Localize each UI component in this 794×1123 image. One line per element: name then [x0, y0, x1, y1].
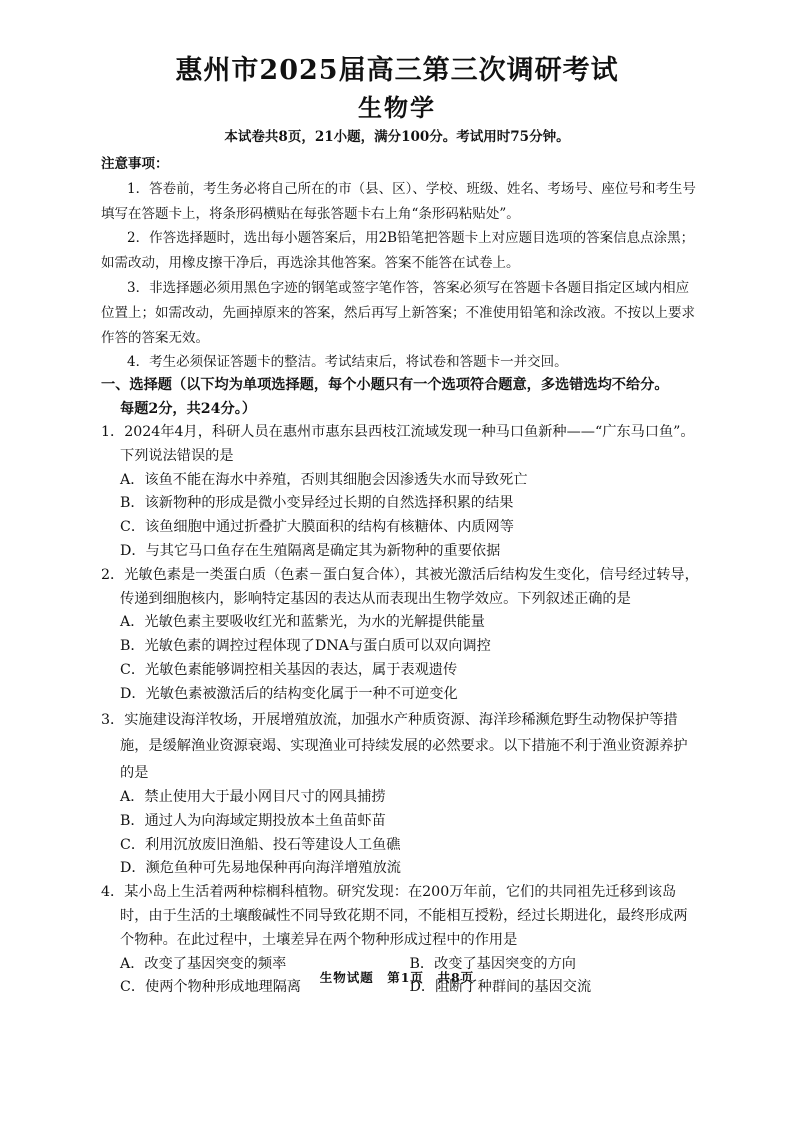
- option-c: C．该鱼细胞中通过折叠扩大膜面积的结构有核糖体、内质网等: [120, 519, 514, 536]
- option-b: B．该新物种的形成是微小变异经过长期的自然选择积累的结果: [120, 495, 514, 512]
- question-stem: 3．实施建设海洋牧场，开展增殖放流，加强水产种质资源、海洋珍稀濒危野生动物保护等措施，是缓解渔业资源衰竭、实现渔业可持续发展的必然要求。以下措施不利于渔业资源养护的是: [101, 711, 688, 781]
- section-heading-line1: 一、选择题（以下均为单项选择题，每个小题只有一个选项符合题意，多选错选均不给分。: [101, 377, 669, 393]
- option-c: C．利用沉放废旧渔船、投石等建设人工鱼礁: [120, 836, 401, 853]
- section-heading-line2: 每题2分，共24分。）: [120, 401, 257, 417]
- option-d: D．光敏色素被激活后的结构变化属于一种不可逆变化: [120, 685, 458, 702]
- section-heading: [101, 373, 699, 421]
- exam-meta: 本试卷共8页，21小题，满分100分。考试用时75分钟。: [224, 129, 570, 145]
- question-stem: 4．某小岛上生活着两种棕榈科植物。研究发现：在200万年前，它们的共同祖先迁移到该岛时，由于生活的土壤酸碱性不同导致花期不同，不能相互授粉，经过长期进化，最终形成两个物种。在此过程中，土壤差异在两个物种形成过程中的作用是: [101, 884, 688, 948]
- question-stem: 2．光敏色素是一类蛋白质（色素－蛋白复合体），其被光激活后结构发生变化，信号经过转导，传递到细胞核内，影响特定基因的表达从而表现出生物学效应。下列叙述正确的是: [101, 566, 699, 607]
- question-2: [101, 564, 699, 707]
- option-c: C．光敏色素能够调控相关基因的表达，属于表观遗传: [120, 661, 458, 678]
- option-a: A．禁止使用大于最小网目尺寸的网具捕捞: [120, 789, 386, 806]
- page-footer: 生物试题 第1页 共8页: [319, 970, 475, 985]
- option-a: A．光敏色素主要吸收红光和蓝紫光，为水的光解提供能量: [120, 614, 485, 631]
- notice-item: 2．作答选择题时，选出每小题答案后，用2B铅笔把答题卡上对应题目选项的答案信息点涂黑；如需改动，用橡皮擦干净后，再选涂其他答案。答案不能答在试卷上。: [101, 230, 695, 272]
- option-a: A．该鱼不能在海水中养殖，否则其细胞会因渗透失水而导致死亡: [120, 471, 528, 488]
- option-d: D．与其它马口鱼存在生殖隔离是确定其为新物种的重要依据: [120, 542, 501, 559]
- question-1: [101, 421, 699, 564]
- notice-block: [101, 152, 701, 375]
- option-d: D．阻断了种群间的基因交流: [409, 979, 592, 996]
- option-b: B．改变了基因突变的方向: [409, 955, 576, 972]
- notice-heading: 注意事项：: [101, 156, 169, 172]
- notice-item: 1．答卷前，考生务必将自己所在的市（县、区）、学校、班级、姓名、考场号、座位号和考生号填写在答题卡上，将条形码横贴在每张答题卡右上角“条形码粘贴处”。: [101, 180, 696, 222]
- notice-item: 4．考生必须保证答题卡的整洁。考试结束后，将试卷和答题卡一并交回。: [127, 354, 568, 371]
- question-stem: 1．2024年4月，科研人员在惠州市惠东县西枝江流域发现一种马口鱼新种——“广东马口鱼”。下列说法错误的是: [101, 424, 695, 464]
- option-d: D．濒危鱼种可先易地保种再向海洋增殖放流: [120, 860, 401, 877]
- exam-title: 惠州市2025届高三第三次调研考试: [175, 55, 619, 86]
- option-b: B．光敏色素的调控过程体现了DNA与蛋白质可以双向调控: [120, 638, 491, 655]
- question-list: [101, 421, 699, 1000]
- exam-subject: 生物学: [358, 93, 436, 122]
- question-3: [101, 707, 699, 882]
- option-b: B．通过人为向海域定期投放本土鱼苗虾苗: [120, 812, 386, 829]
- option-c: C．使两个物种形成地理隔离: [120, 979, 302, 996]
- notice-item: 3．非选择题必须用黑色字迹的钢笔或签字笔作答，答案必须写在答题卡各题目指定区域内相应位置上；如需改动，先画掉原来的答案，然后再写上新答案；不准使用铅笔和涂改液。不按以上要求作答的答案无效。: [101, 279, 695, 346]
- option-a: A．改变了基因突变的频率: [120, 955, 287, 972]
